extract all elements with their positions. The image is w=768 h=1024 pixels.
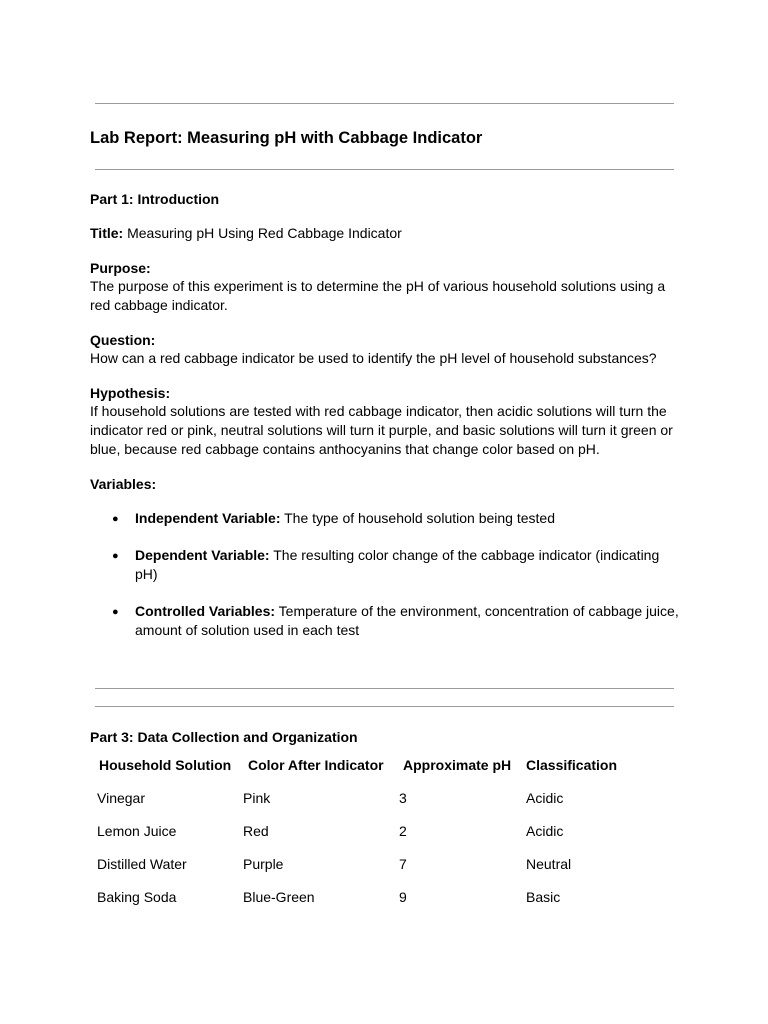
question-text: How can a red cabbage indicator be used to identify the pH level of household substances?	[90, 350, 657, 366]
title-field-label: Title:	[90, 225, 124, 241]
column-header: Household Solution	[99, 757, 232, 773]
variable-label: Dependent Variable:	[135, 547, 270, 563]
table-cell: 7	[399, 856, 407, 872]
question-label: Question:	[90, 332, 156, 348]
column-header: Color After Indicator	[248, 757, 384, 773]
variables-label: Variables:	[90, 476, 157, 492]
variable-label: Independent Variable:	[135, 510, 281, 526]
title-field	[90, 224, 675, 243]
column-header: Approximate pH	[403, 757, 512, 773]
bullet-icon: ●	[112, 606, 119, 618]
variable-text: The type of household solution being tested	[280, 510, 555, 526]
horizontal-rule	[95, 688, 674, 689]
horizontal-rule	[95, 706, 674, 707]
variable-item	[135, 546, 680, 584]
table-cell: Vinegar	[97, 790, 146, 806]
hypothesis-text: If household solutions are tested with red cabbage indicator, then acidic solutions will turn the indicator red or pink, neutral solutions will turn it purple, and basic solutions will turn it green or blue, because red cabbage contains anthocyanins that change color based on pH.	[90, 403, 673, 457]
table-cell: Acidic	[526, 790, 564, 806]
table-cell: Purple	[243, 856, 284, 872]
title-field-value: Measuring pH Using Red Cabbage Indicator	[123, 225, 402, 241]
column-header: Classification	[526, 757, 618, 773]
page-title: Lab Report: Measuring pH with Cabbage Indicator	[90, 129, 483, 147]
table-cell: Neutral	[526, 856, 572, 872]
table-cell: 9	[399, 889, 407, 905]
part3-heading: Part 3: Data Collection and Organization	[90, 729, 358, 745]
table-cell: Basic	[526, 889, 561, 905]
table-cell: Lemon Juice	[97, 823, 177, 839]
purpose-label: Purpose:	[90, 260, 151, 276]
variable-text: Temperature of the environment, concentration of cabbage juice, amount of solution used in each test	[135, 603, 679, 638]
bullet-icon: ●	[112, 513, 119, 525]
table-cell: Baking Soda	[97, 889, 177, 905]
horizontal-rule	[95, 103, 674, 104]
table-cell: 3	[399, 790, 407, 806]
bullet-icon: ●	[112, 550, 119, 562]
horizontal-rule	[95, 169, 674, 170]
table-cell: Distilled Water	[97, 856, 187, 872]
table-cell: 2	[399, 823, 407, 839]
part1-heading: Part 1: Introduction	[90, 191, 220, 207]
table-cell: Red	[243, 823, 269, 839]
table-cell: Pink	[243, 790, 271, 806]
variable-item	[135, 509, 680, 528]
variable-text: The resulting color change of the cabbage indicator (indicating pH)	[135, 547, 660, 582]
variable-label: Controlled Variables:	[135, 603, 276, 619]
purpose-text: The purpose of this experiment is to determine the pH of various household solutions using a red cabbage indicator.	[90, 278, 666, 313]
table-cell: Blue-Green	[243, 889, 315, 905]
variable-item	[135, 602, 680, 640]
table-cell: Acidic	[526, 823, 564, 839]
hypothesis-label: Hypothesis:	[90, 385, 171, 401]
